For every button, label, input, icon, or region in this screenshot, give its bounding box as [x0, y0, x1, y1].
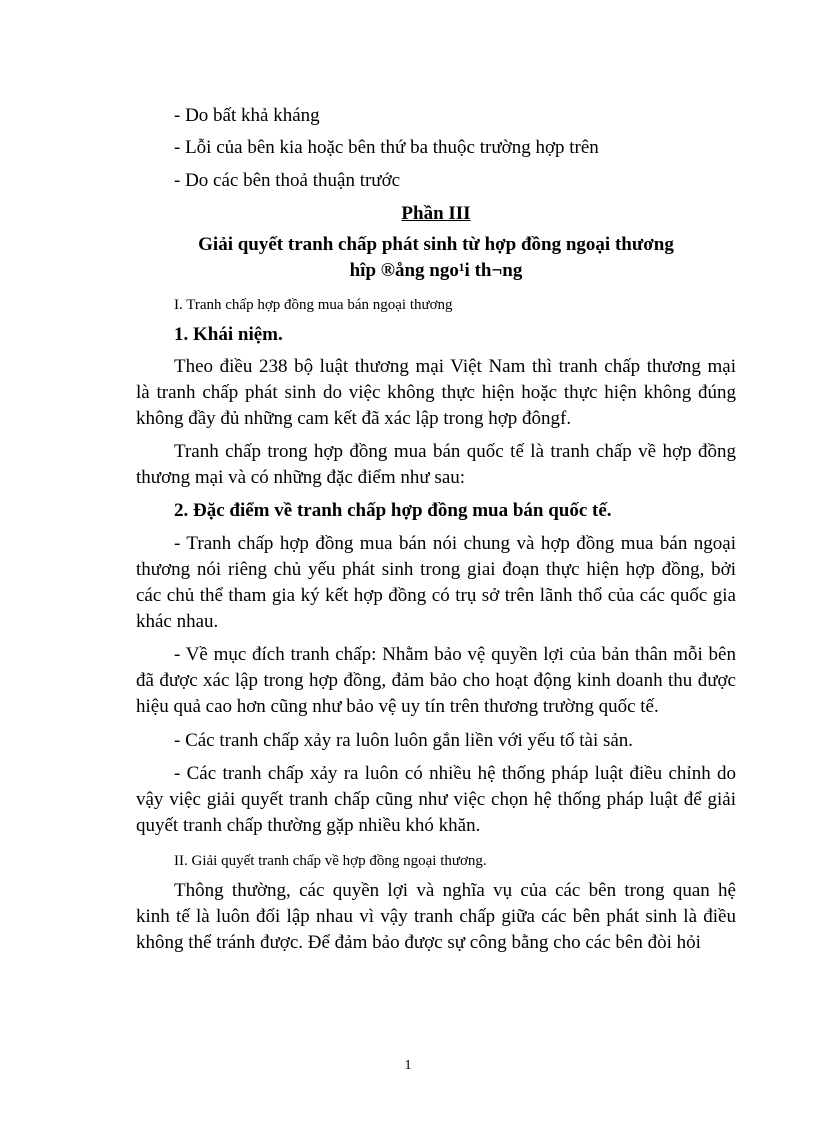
paragraph-line: thương mại và có những đặc điểm như sau:	[136, 467, 466, 488]
paragraph-line: không thể tránh được. Để đảm bảo được sự công bằng cho các bên đòi hỏi	[136, 932, 701, 953]
paragraph-line: hiệu quả cao hơn cũng như bảo vệ uy tín trên thương trường quốc tế.	[136, 696, 659, 717]
page-number: 1	[404, 1058, 412, 1073]
paragraph-line: Thông thường, các quyền lợi và nghĩa vụ của các bên trong quan hệ	[174, 880, 736, 901]
list-item: - Do bất khả kháng	[174, 105, 320, 126]
paragraph-line: không đầy đủ những cam kết đã xác lập trong hợp đôngf.	[136, 408, 572, 429]
paragraph-line: các chủ thể tham gia ký kết hợp đồng có trụ sở trên lãnh thổ của các quốc gia	[136, 585, 736, 606]
part-title: Giải quyết tranh chấp phát sinh từ hợp đồng ngoại thương	[198, 234, 674, 255]
paragraph-line: - Các tranh chấp xảy ra luôn luôn gắn liền với yếu tố tài sản.	[174, 730, 634, 751]
section-heading: II. Giải quyết tranh chấp về hợp đồng ngoại thương.	[174, 853, 487, 869]
paragraph-line: khác nhau.	[136, 611, 219, 632]
part-title-garbled: hîp ®ång ngo¹i th¬ng	[349, 260, 523, 281]
paragraph-line: là tranh chấp phát sinh do việc không thực hiện hoặc thực hiện không đúng	[136, 382, 736, 403]
subsection-heading: 2. Đặc điểm về tranh chấp hợp đồng mua bán quốc tế.	[174, 500, 612, 521]
paragraph-line: đã được xác lập trong hợp đồng, đảm bảo cho hoạt động kinh doanh thu được	[136, 670, 736, 691]
subsection-heading: 1. Khái niệm.	[174, 324, 283, 345]
list-item: - Lỗi của bên kia hoặc bên thứ ba thuộc trường hợp trên	[174, 137, 599, 158]
paragraph-line: thương nói riêng chủ yếu phát sinh trong giai đoạn thực hiện hợp đồng, bởi	[136, 559, 736, 580]
paragraph-line: - Các tranh chấp xảy ra luôn có nhiều hệ thống pháp luật điều chỉnh do	[174, 763, 736, 784]
paragraph-line: quyết tranh chấp thường gặp nhiều khó khăn.	[136, 815, 481, 836]
paragraph-line: Theo điều 238 bộ luật thương mại Việt Nam thì tranh chấp thương mại	[174, 356, 736, 377]
paragraph-line: vậy việc giải quyết tranh chấp cũng như việc chọn hệ thống pháp luật để giải	[136, 789, 736, 810]
paragraph-line: Tranh chấp trong hợp đồng mua bán quốc tế là tranh chấp về hợp đồng	[174, 441, 736, 462]
paragraph-line: kinh tế là luôn đối lập nhau vì vậy tranh chấp giữa các bên phát sinh là điều	[136, 906, 736, 927]
section-heading: I. Tranh chấp hợp đồng mua bán ngoại thương	[174, 297, 453, 313]
paragraph-line: - Về mục đích tranh chấp: Nhằm bảo vệ quyền lợi của bản thân mỗi bên	[174, 644, 736, 665]
part-heading: Phần III	[401, 203, 471, 224]
paragraph-line: - Tranh chấp hợp đồng mua bán nói chung và hợp đồng mua bán ngoại	[174, 533, 736, 554]
list-item: - Do các bên thoả thuận trước	[174, 170, 401, 191]
